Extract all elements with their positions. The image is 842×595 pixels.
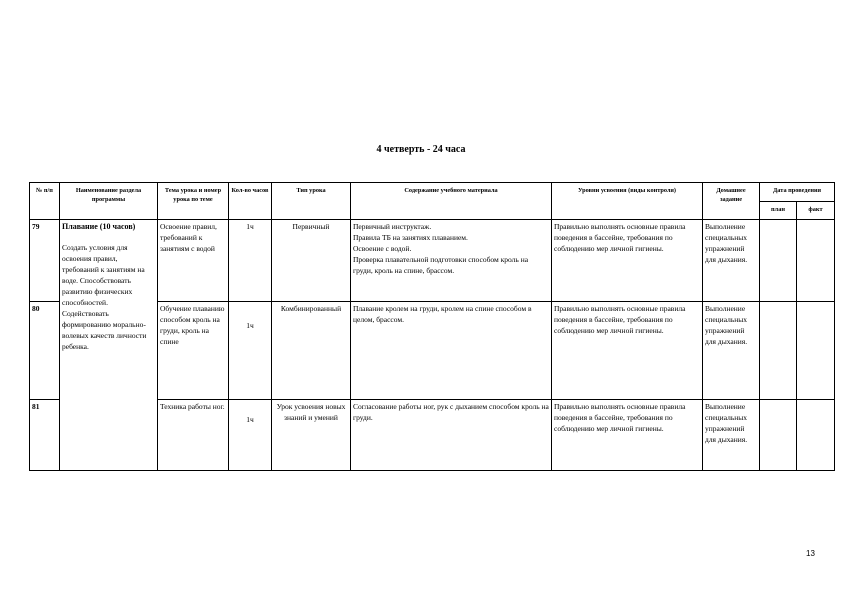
header-topic: Тема урока и номер урока по теме bbox=[158, 183, 229, 220]
homework-cell: Выполнение специальных упражнений для дыхания. bbox=[703, 400, 760, 471]
section-title: Плавание (10 часов) bbox=[62, 222, 136, 231]
header-type: Тип урока bbox=[272, 183, 351, 220]
type-cell: Комбинированный bbox=[272, 302, 351, 400]
content-cell bbox=[351, 302, 552, 400]
content-line: Первичный инструктаж. bbox=[353, 222, 432, 231]
row-number: 79 bbox=[30, 220, 60, 302]
hours-cell: 1ч bbox=[229, 220, 272, 302]
level-cell: Правильно выполнять основные правила поведения в бассейне, требования по соблюдению мер личной гигиены. bbox=[552, 302, 703, 400]
header-section: Наименование раздела программы bbox=[60, 183, 158, 220]
level-cell: Правильно выполнять основные правила поведения в бассейне, требования по соблюдению мер личной гигиены. bbox=[552, 220, 703, 302]
type-cell: Первичный bbox=[272, 220, 351, 302]
date-plan-cell bbox=[760, 220, 797, 302]
date-fact-cell bbox=[797, 400, 835, 471]
header-homework: Домашнее задание bbox=[703, 183, 760, 220]
date-plan-cell bbox=[760, 400, 797, 471]
header-date: Дата проведения bbox=[760, 183, 835, 202]
homework-cell: Выполнение специальных упражнений для дыхания. bbox=[703, 220, 760, 302]
section-text: Создать условия для освоения правил, требований к занятиям на воде. Способствовать развитию физических способностей. Содействовать формированию морально-волевых качеств личности ребенка. bbox=[62, 243, 147, 351]
content-line: Освоение с водой. bbox=[353, 244, 412, 253]
topic-cell: Освоение правил, требований к занятиям с водой bbox=[158, 220, 229, 302]
date-fact-cell bbox=[797, 220, 835, 302]
date-fact-cell bbox=[797, 302, 835, 400]
lesson-plan-table bbox=[29, 182, 835, 471]
page-title: 4 четверть - 24 часа bbox=[376, 144, 466, 155]
header-content: Содержание учебного материала bbox=[351, 183, 552, 220]
content-cell bbox=[351, 220, 552, 302]
topic-cell: Техника работы ног. bbox=[158, 400, 229, 471]
page-number: 13 bbox=[806, 549, 815, 558]
content-line: Согласование работы ног, рук с дыханием способом кроль на груди. bbox=[353, 402, 549, 422]
table-row bbox=[30, 220, 835, 302]
header-date-fact: факт bbox=[797, 202, 835, 220]
row-number: 80 bbox=[30, 302, 60, 400]
section-cell bbox=[60, 220, 158, 471]
homework-cell: Выполнение специальных упражнений для дыхания. bbox=[703, 302, 760, 400]
header-num: № п/п bbox=[30, 183, 60, 220]
level-cell: Правильно выполнять основные правила поведения в бассейне, требования по соблюдению мер личной гигиены. bbox=[552, 400, 703, 471]
content-line: Правила ТБ на занятиях плаванием. bbox=[353, 233, 468, 242]
date-plan-cell bbox=[760, 302, 797, 400]
content-line: Плавание кролем на груди, кролем на спине способом в целом, брассом. bbox=[353, 304, 532, 324]
type-cell: Урок усвоения новых знаний и умений bbox=[272, 400, 351, 471]
header-hours: Кол-во часов bbox=[229, 183, 272, 220]
topic-cell: Обучение плаванию способом кроль на груди, кроль на спине bbox=[158, 302, 229, 400]
header-level: Уровни усвоения (виды контроля) bbox=[552, 183, 703, 220]
hours-cell: 1ч bbox=[229, 302, 272, 400]
content-cell bbox=[351, 400, 552, 471]
header-date-plan: план bbox=[760, 202, 797, 220]
hours-cell: 1ч bbox=[229, 400, 272, 471]
content-line: Проверка плавательной подготовки способом кроль на груди, кроль на спине, брассом. bbox=[353, 255, 529, 275]
row-number: 81 bbox=[30, 400, 60, 471]
